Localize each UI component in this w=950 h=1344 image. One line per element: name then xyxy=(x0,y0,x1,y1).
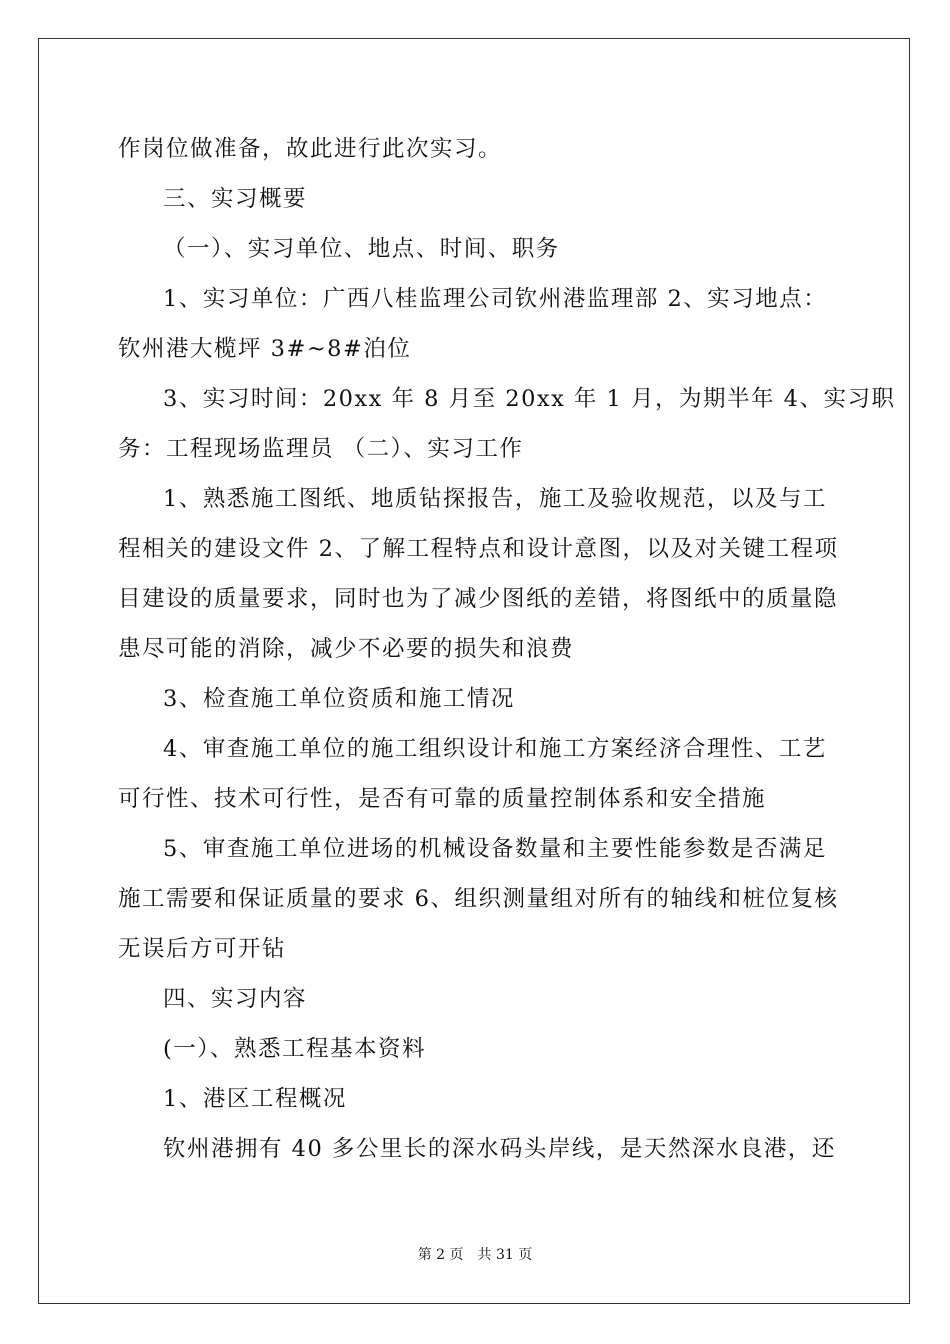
page-number-footer: 第 2 页 共 31 页 xyxy=(417,1247,533,1263)
item-heading: 1、港区工程概况 xyxy=(163,1086,347,1112)
subsection-heading: （一）、实习单位、地点、时间、职务 xyxy=(163,236,560,262)
paragraph-line: 3、检查施工单位资质和施工情况 xyxy=(163,686,515,712)
paragraph-line: 务：工程现场监理员 （二）、实习工作 xyxy=(118,436,524,462)
paragraph-line: 1、实习单位：广西八桂监理公司钦州港监理部 2、实习地点： xyxy=(163,286,828,312)
paragraph-line: 5、审查施工单位进场的机械设备数量和主要性能参数是否满足 xyxy=(163,836,827,862)
document-body xyxy=(118,124,896,1174)
paragraph-line: 4、审查施工单位的施工组织设计和施工方案经济合理性、工艺 xyxy=(163,736,827,762)
paragraph-line: 作岗位做准备，故此进行此次实习。 xyxy=(118,136,503,162)
section-heading-4: 四、实习内容 xyxy=(163,986,308,1012)
paragraph-line: 可行性、技术可行性，是否有可靠的质量控制体系和安全措施 xyxy=(118,786,767,812)
paragraph-line: 施工需要和保证质量的要求 6、组织测量组对所有的轴线和桩位复核 xyxy=(118,886,839,912)
paragraph-line: 钦州港拥有 40 多公里长的深水码头岸线，是天然深水良港，还 xyxy=(163,1136,836,1162)
paragraph-line: 目建设的质量要求，同时也为了减少图纸的差错，将图纸中的质量隐 xyxy=(118,586,839,612)
subsection-heading: (一）、熟悉工程基本资料 xyxy=(163,1036,427,1062)
paragraph-line: 钦州港大榄坪 3#~8#泊位 xyxy=(118,336,412,362)
section-heading-3: 三、实习概要 xyxy=(163,186,308,212)
paragraph-line: 1、熟悉施工图纸、地质钻探报告，施工及验收规范，以及与工 xyxy=(163,486,827,512)
paragraph-line: 无误后方可开钻 xyxy=(118,936,287,962)
paragraph-line: 患尽可能的消除，减少不必要的损失和浪费 xyxy=(118,636,575,662)
paragraph-line: 3、实习时间：20xx 年 8 月至 20xx 年 1 月，为期半年 4、实习职 xyxy=(163,386,896,412)
paragraph-line: 程相关的建设文件 2、了解工程特点和设计意图，以及对关键工程项 xyxy=(118,536,839,562)
